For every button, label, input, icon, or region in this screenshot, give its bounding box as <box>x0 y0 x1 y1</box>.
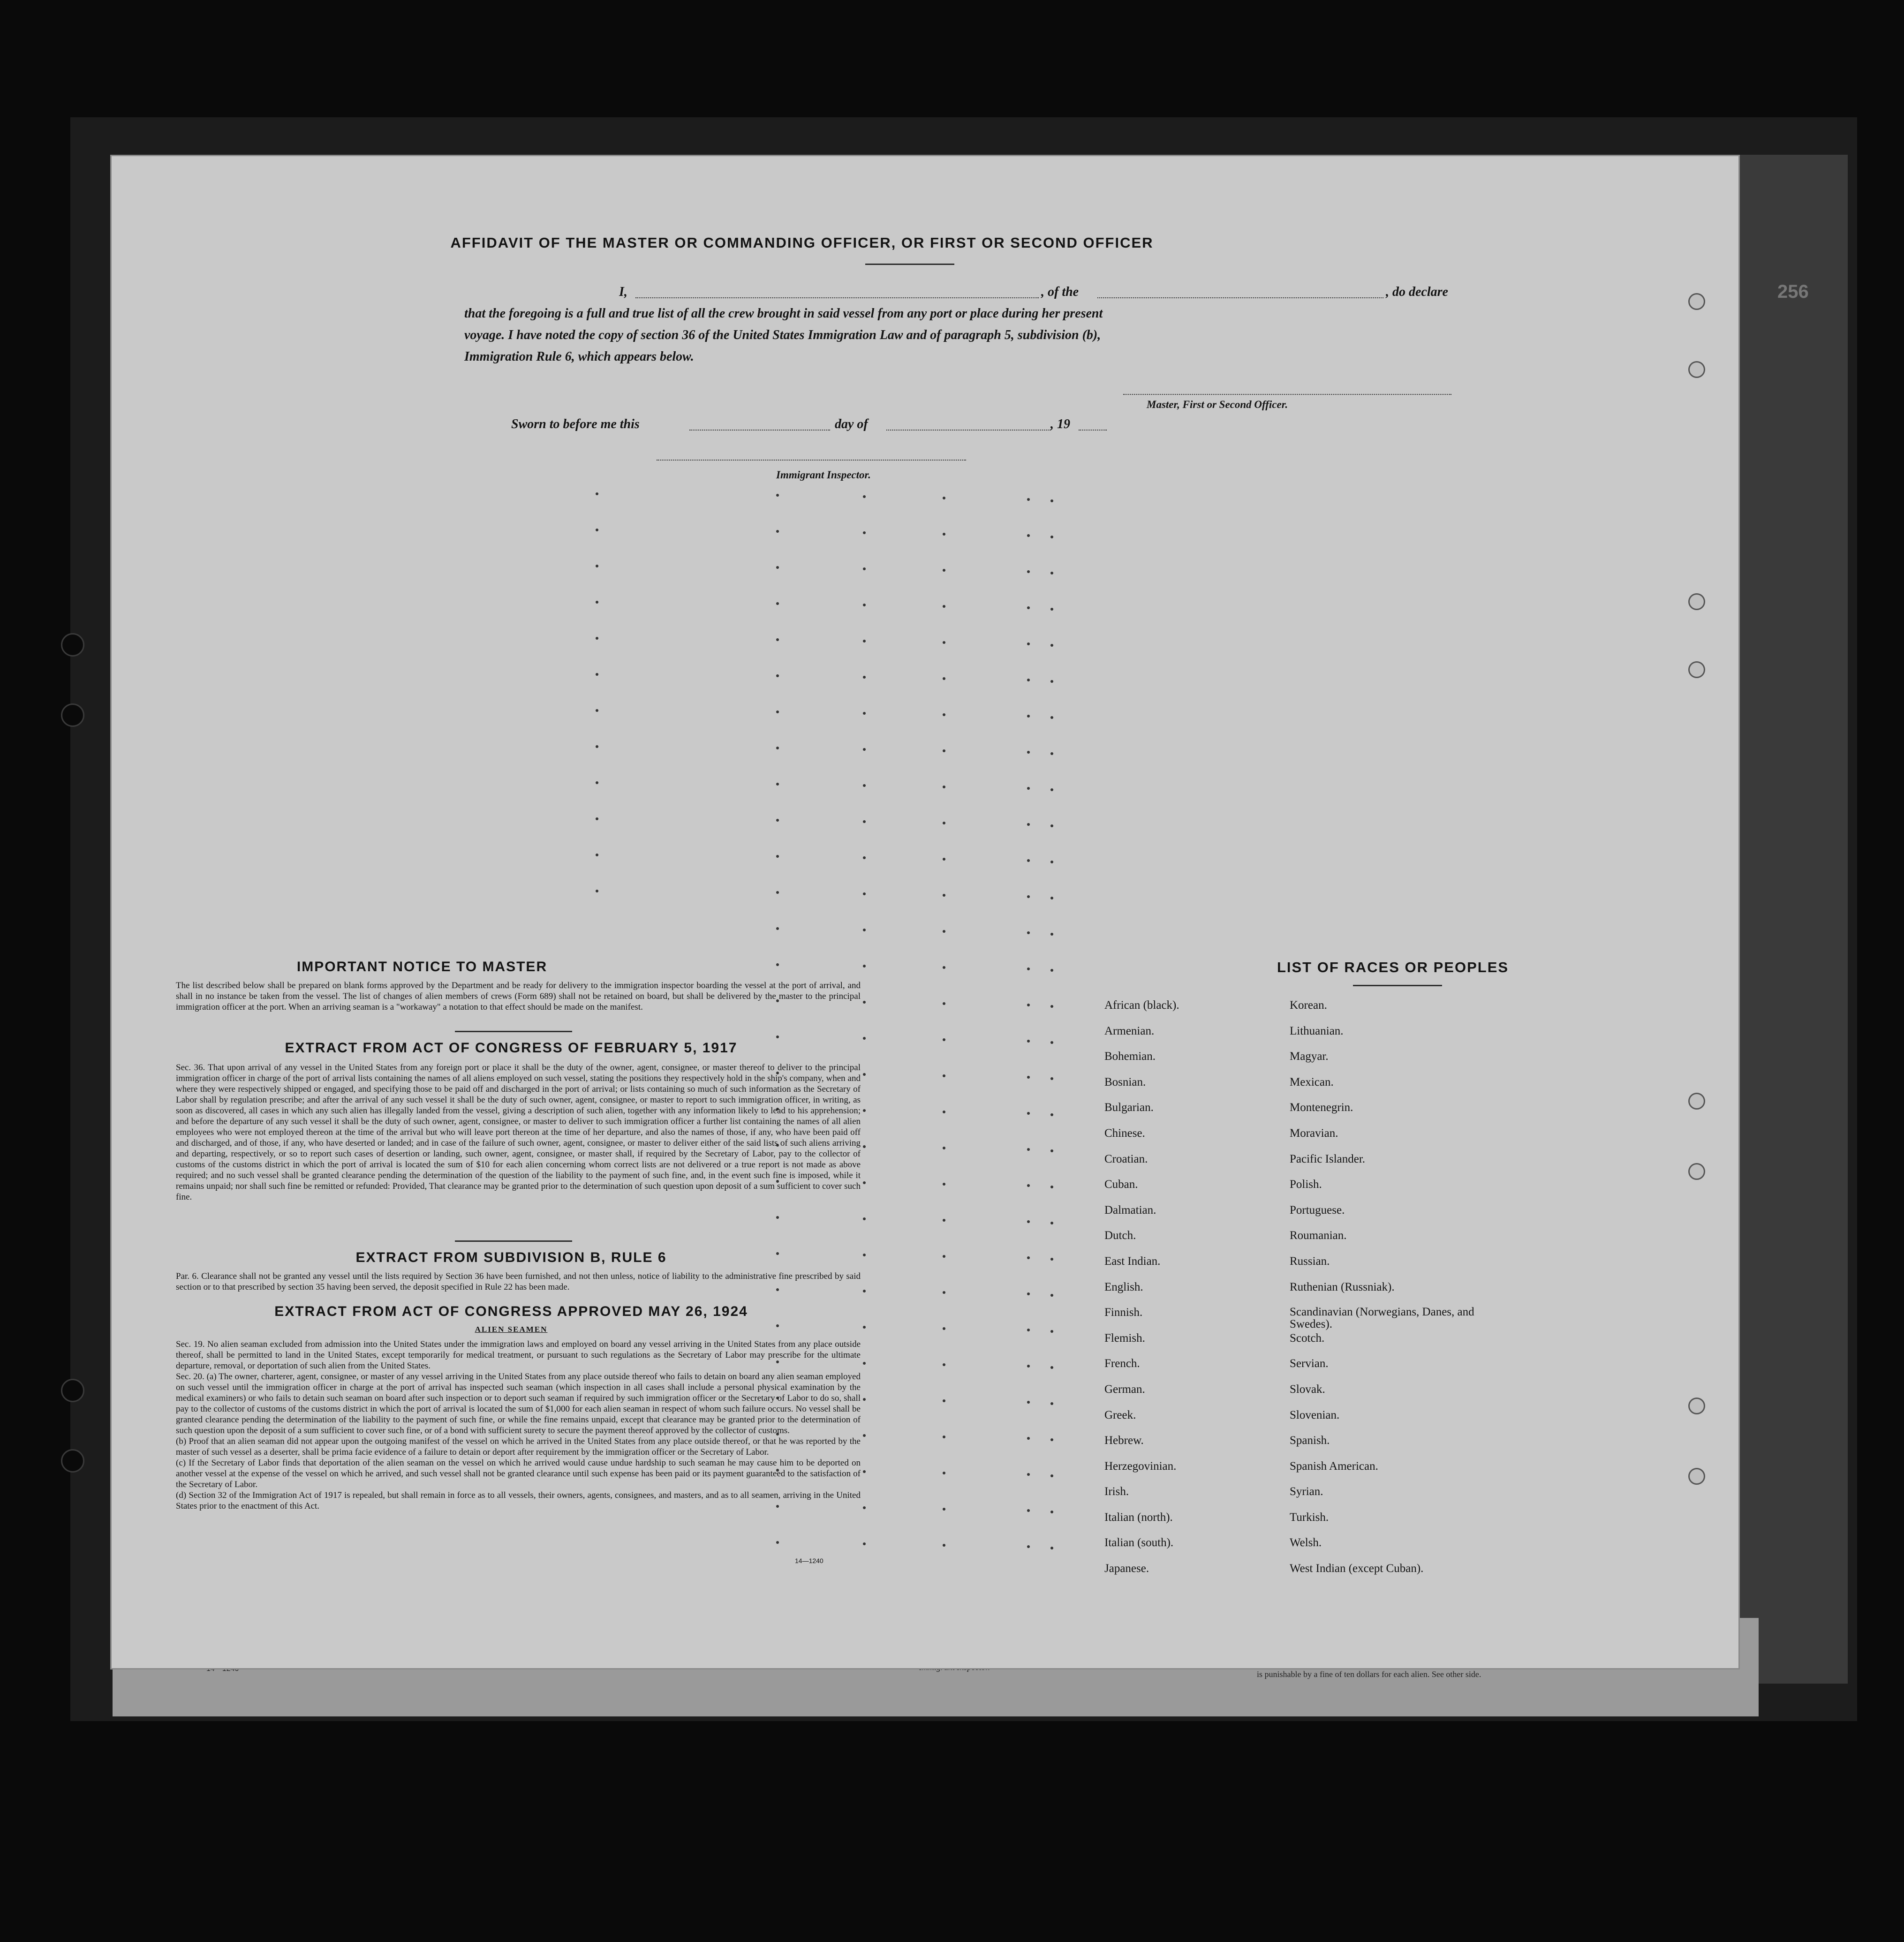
race-item: Hebrew. <box>1104 1434 1144 1447</box>
ghost-dot <box>776 710 779 713</box>
race-item: Bulgarian. <box>1104 1101 1154 1114</box>
ghost-dot <box>1050 1258 1053 1261</box>
ghost-dot <box>1027 1004 1030 1006</box>
ghost-dot <box>863 1181 866 1184</box>
underlying-fine-notice: is punishable by a fine of ten dollars for each alien. See other side. <box>1257 1670 1481 1679</box>
race-item: Polish. <box>1290 1178 1322 1191</box>
declaration-line: that the foregoing is a full and true list of all the crew brought in said vessel from any port or place during her present <box>464 306 1103 321</box>
punch-hole <box>1688 361 1705 378</box>
ghost-dot <box>1027 1076 1030 1079</box>
ghost-dot <box>943 1327 945 1330</box>
extract-1924-title: EXTRACT FROM ACT OF CONGRESS APPROVED MAY 26, 1924 <box>274 1304 748 1319</box>
race-item: Ruthenian (Russniak). <box>1290 1280 1395 1293</box>
ghost-dot <box>776 927 779 930</box>
ghost-dot <box>776 566 779 569</box>
sworn-year-field[interactable] <box>1079 417 1107 431</box>
ghost-dot <box>943 1074 945 1077</box>
ghost-dot <box>863 1326 866 1329</box>
declarant-label: I, <box>619 285 627 299</box>
ghost-dot <box>776 602 779 605</box>
race-item: Armenian. <box>1104 1024 1155 1037</box>
ghost-dot <box>1027 642 1030 645</box>
binder-hole <box>61 703 84 727</box>
year-label: , 19 <box>1050 417 1070 431</box>
extract-1924-paragraph: Sec. 20. (a) The owner, charterer, agent, consignee, or master of any vessel arriving in the United States from any place outside thereof who fails to detain on board any alien seaman employed on such vessel until the immigration officer in charge at the port of arrival has inspected such seaman (which inspection in all cases shall include a personal physical examination by the medical examiners) or who fails to detain such seaman on board after such inspection or to deport such seaman if required by such immigration officer or the Secretary of Labor to do so, shall pay to the collector of customs of the customs district in which the port of arrival is located the sum of $1,000 for each alien seaman in respect of whom such failure occurs. No vessel shall be granted clearance pending the determination of the liability to the payment of such fine, or while the fine remains unpaid, except that clearance may be granted prior to the determination of such question upon the deposit of a sum sufficient to cover such fine, or of a bond with sufficient surety to secure the payment thereof approved by the collector of customs. <box>176 1372 861 1436</box>
race-item: Korean. <box>1290 999 1327 1012</box>
ghost-dot <box>943 677 945 680</box>
ghost-dot <box>1027 715 1030 718</box>
ghost-dot <box>1050 1222 1053 1224</box>
ghost-dot <box>1027 534 1030 537</box>
ghost-dot <box>1050 897 1053 899</box>
ghost-dot <box>863 1254 866 1256</box>
punch-hole <box>1688 661 1705 678</box>
ghost-dot <box>943 1291 945 1294</box>
ghost-dot <box>943 1363 945 1366</box>
title-rule <box>865 264 954 265</box>
ghost-dot <box>1027 1292 1030 1295</box>
race-item: Irish. <box>1104 1485 1129 1498</box>
extract-1924-paragraph: (b) Proof that an alien seaman did not appear upon the outgoing manifest of the vessel on which he arrived in the United States from any place outside thereof, or that he was reported by the master of such vessel as a deserter, shall be prima facie evidence of a failure to detain or deport after requirement by the immigration officer or the Secretary of Labor. <box>176 1436 861 1457</box>
ghost-dot <box>1050 1547 1053 1549</box>
race-item: Dutch. <box>1104 1229 1136 1242</box>
ghost-dot <box>1027 1220 1030 1223</box>
race-item: Cuban. <box>1104 1178 1138 1191</box>
race-item: Turkish. <box>1290 1511 1329 1524</box>
ghost-dot <box>943 1508 945 1511</box>
ghost-dot <box>1050 572 1053 574</box>
notice-text: The list described below shall be prepared on blank forms approved by the Department and be ready for delivery to the immigration inspector boarding the vessel at the port of arrival, and shall in no instance be taken from the vessel. The list of changes of alien members of crews (Form 689) shall not be retained on board, but shall be delivered by the master to the principal immigration officer at the port. When an arriving seaman is a "workaway" a notation to that effect should be made on the manifest. <box>176 981 861 1012</box>
ghost-dot <box>1050 1366 1053 1369</box>
ghost-dot <box>1050 499 1053 502</box>
race-item: Italian (south). <box>1104 1536 1174 1549</box>
race-item: English. <box>1104 1280 1143 1293</box>
race-item: Magyar. <box>1290 1050 1329 1063</box>
race-item: Scotch. <box>1290 1331 1325 1345</box>
ghost-dot <box>1050 1005 1053 1008</box>
declarant-name-field[interactable] <box>635 285 1039 298</box>
ghost-dot <box>863 748 866 751</box>
ghost-dot <box>943 497 945 499</box>
race-item: Mexican. <box>1290 1075 1334 1088</box>
race-item: Slovenian. <box>1290 1408 1340 1421</box>
master-signature-label: Master, First or Second Officer. <box>1147 399 1288 410</box>
ghost-dot <box>863 965 866 967</box>
do-declare-label: , do declare <box>1386 285 1448 299</box>
ghost-dot <box>776 674 779 677</box>
ghost-dot <box>943 1436 945 1438</box>
affidavit-title: AFFIDAVIT OF THE MASTER OR COMMANDING OFFICER, OR FIRST OR SECOND OFFICER <box>450 234 1154 251</box>
ghost-dot <box>1027 1437 1030 1440</box>
ghost-dot <box>1050 1186 1053 1188</box>
ghost-dot <box>1027 1509 1030 1512</box>
inspector-label: Immigrant Inspector. <box>776 469 871 481</box>
ghost-dot <box>1027 1473 1030 1476</box>
ghost-dot <box>776 1216 779 1219</box>
ghost-dot <box>1050 861 1053 863</box>
race-item: Spanish American. <box>1290 1459 1378 1473</box>
sworn-line <box>511 414 1215 435</box>
race-item: Italian (north). <box>1104 1511 1173 1524</box>
ghost-dot <box>863 784 866 787</box>
ghost-dot <box>1027 1365 1030 1368</box>
ghost-dot <box>1050 716 1053 719</box>
ghost-dot <box>776 494 779 497</box>
race-item: Roumanian. <box>1290 1229 1347 1242</box>
race-item: Flemish. <box>1104 1331 1145 1345</box>
ghost-dot <box>943 1472 945 1474</box>
race-item: Japanese. <box>1104 1562 1149 1575</box>
ghost-dot <box>1027 570 1030 573</box>
race-item: Moravian. <box>1290 1126 1338 1140</box>
ghost-dot <box>943 1255 945 1258</box>
ghost-dot <box>776 1035 779 1038</box>
ghost-dot <box>1050 933 1053 936</box>
ghost-dot <box>863 676 866 679</box>
ghost-dot <box>943 1147 945 1149</box>
manifest-sheet <box>110 155 1740 1670</box>
adjacent-page-edge <box>1735 155 1848 1684</box>
race-item: Herzegovinian. <box>1104 1459 1177 1473</box>
races-rule <box>1353 985 1442 986</box>
ghost-dot <box>1050 680 1053 683</box>
extract-1924-text <box>176 1339 861 1511</box>
race-item: Syrian. <box>1290 1485 1323 1498</box>
ghost-dot <box>943 641 945 644</box>
ghost-dot <box>1050 608 1053 611</box>
ghost-dot <box>943 533 945 536</box>
ghost-dot <box>863 1362 866 1365</box>
vessel-name-field[interactable] <box>1097 285 1383 298</box>
section-rule <box>455 1031 572 1032</box>
ghost-dot <box>943 858 945 861</box>
notice-title: IMPORTANT NOTICE TO MASTER <box>296 959 548 975</box>
race-item: Portuguese. <box>1290 1203 1345 1217</box>
ghost-dot <box>943 749 945 752</box>
ghost-dot <box>1050 969 1053 972</box>
ghost-dot <box>776 855 779 858</box>
ghost-dot <box>1027 751 1030 754</box>
ghost-dot <box>863 1434 866 1437</box>
race-item: West Indian (except Cuban). <box>1290 1562 1424 1575</box>
alien-seamen-subtitle: ALIEN SEAMEN <box>475 1325 548 1334</box>
ghost-dot <box>1050 1077 1053 1080</box>
punch-hole <box>1688 1398 1705 1414</box>
ghost-dot <box>1027 1040 1030 1043</box>
ghost-dot <box>1027 1148 1030 1151</box>
ghost-dot <box>1050 1149 1053 1152</box>
ghost-dot <box>1027 823 1030 826</box>
ghost-dot <box>863 495 866 498</box>
ghost-dot <box>1050 752 1053 755</box>
race-item: Greek. <box>1104 1408 1136 1421</box>
race-item: German. <box>1104 1383 1145 1396</box>
ghost-dot <box>943 1399 945 1402</box>
ghost-dot <box>596 709 598 712</box>
subdivision-title: EXTRACT FROM SUBDIVISION B, RULE 6 <box>355 1250 667 1265</box>
ghost-dot <box>1027 679 1030 681</box>
extract-1924-paragraph: Sec. 19. No alien seaman excluded from admission into the United States under the immigration laws and employed on board any vessel arriving in the United States from any place outside thereof, shall be permitted to land in the United States, except temporarily for medical treatment, or pursuant to such regulations as the Secretary of Labor may prescribe for the ultimate departure, removal, or deportation of such alien from the United States. <box>176 1339 861 1371</box>
ghost-dot <box>943 1544 945 1547</box>
extract-1924-paragraph: (c) If the Secretary of Labor finds that deportation of the alien seaman on the vessel on which he arrived would cause undue hardship to such seaman he may cause him to be deported on another vessel at the expense of the vessel on which he arrived, and such vessel shall not be granted clearance until such expense has been paid or its payment guaranteed to the satisfaction of the Secretary of Labor. <box>176 1458 861 1489</box>
ghost-dot <box>1027 1545 1030 1548</box>
extract-1917-text: Sec. 36. That upon arrival of any vessel in the United States from any foreign port or place it shall be the duty of the owner, agent, consignee, or master thereof to deliver to the principal immigration officer in charge of the port of arrival lists containing the names of all aliens employed on such vessel, stating the positions they respectively hold in the ship's company, when and where they were respectively shipped or engaged, and specifying those to be paid off and discharged in the port of arrival; or lists containing so much of such information as the Secretary of Labor shall by regulation prescribe; and after the arrival of any such vessel it shall be the duty of such owner, agent, consignee, or master to report to such immigration officer, in writing, as soon as discovered, all cases in which any such alien has illegally landed from the vessel, giving a description of such alien, together with any information likely to lead to his apprehension; and before the departure of any such vessel it shall be the duty of such owner, agent, consignee, or master to deliver to such immigration officer a further list containing the names of all alien employees who were not employed thereon at the time of the arrival but who will leave port thereon at the time of her departure, and also the names of those, if any, who have been paid off and discharged, and of those, if any, who have deserted or landed; and in case of the failure of such owner, agent, consignee, or master to deliver either of the said lists of such aliens arriving and departing, respectively, or so to report such cases of desertion or landing, such owner, agent, consignee, or master shall, if required by the Secretary of Labor, pay to the collector of customs of the customs district in which the port of arrival is located the sum of $10 for each alien concerning whom correct lists are not delivered or a true report is not made as above required; and no such vessel shall be granted clearance pending the determination of the question of the liability to the payment of such fine, and, in the event such fine is imposed, while it remains unpaid; nor shall such fine be remitted or refunded: Provided, That clearance may be granted prior to the determination of such question upon deposit of a sum sufficient to cover such fine. <box>176 1063 861 1202</box>
race-item: Spanish. <box>1290 1434 1330 1447</box>
punch-hole <box>1688 293 1705 310</box>
ghost-dot <box>596 601 598 604</box>
stamp-number: 256 <box>1777 281 1809 302</box>
race-item: Finnish. <box>1104 1306 1143 1319</box>
ghost-dot <box>596 637 598 640</box>
ghost-dot <box>863 1506 866 1509</box>
ghost-dot <box>863 1217 866 1220</box>
ghost-dot <box>943 713 945 716</box>
ghost-dot <box>1050 1402 1053 1405</box>
ghost-dot <box>1027 1329 1030 1331</box>
ghost-dot <box>863 929 866 931</box>
race-item: East Indian. <box>1104 1254 1161 1268</box>
race-item: Montenegrin. <box>1290 1101 1353 1114</box>
ghost-dot <box>776 819 779 822</box>
race-item: Servian. <box>1290 1357 1329 1370</box>
ghost-dot <box>863 892 866 895</box>
ghost-dot <box>1027 606 1030 609</box>
binder-hole <box>61 1449 84 1473</box>
punch-hole <box>1688 1093 1705 1110</box>
races-title: LIST OF RACES OR PEOPLES <box>1277 959 1509 975</box>
ghost-dot <box>1027 859 1030 862</box>
binder-hole <box>61 1379 84 1402</box>
ghost-dot <box>596 529 598 531</box>
ghost-dot <box>1050 1294 1053 1297</box>
ghost-dot <box>943 786 945 788</box>
ghost-dot <box>943 1002 945 1005</box>
ghost-dot <box>776 530 779 533</box>
ghost-dot <box>596 817 598 820</box>
ghost-dot <box>1027 1401 1030 1404</box>
ghost-dot <box>776 891 779 894</box>
ghost-dot <box>1050 1438 1053 1441</box>
ghost-dot <box>863 1290 866 1292</box>
ghost-dot <box>943 966 945 969</box>
ghost-dot <box>776 638 779 641</box>
sworn-label: Sworn to before me this <box>511 417 640 431</box>
ghost-dot <box>943 1219 945 1222</box>
ghost-dot <box>1027 1256 1030 1259</box>
ghost-dot <box>863 856 866 859</box>
ghost-dot <box>863 567 866 570</box>
ghost-dot <box>943 1183 945 1186</box>
race-item: Bosnian. <box>1104 1075 1146 1088</box>
ghost-dot <box>1050 824 1053 827</box>
ghost-dot <box>776 963 779 966</box>
ghost-dot <box>863 604 866 606</box>
ghost-dot <box>943 1038 945 1041</box>
ghost-dot <box>1027 498 1030 501</box>
declaration-line: Immigration Rule 6, which appears below. <box>464 349 694 364</box>
ghost-dot <box>1050 1113 1053 1116</box>
punch-hole <box>1688 1163 1705 1180</box>
affidavit-declaration <box>464 281 1473 368</box>
ghost-dot <box>863 640 866 642</box>
race-item: Croatian. <box>1104 1152 1148 1165</box>
ghost-dot <box>863 1037 866 1040</box>
ghost-dot <box>1050 1330 1053 1333</box>
ghost-dot <box>596 854 598 856</box>
extract-1917-title: EXTRACT FROM ACT OF CONGRESS OF FEBRUARY 5, 1917 <box>285 1040 738 1056</box>
ghost-dot <box>863 1001 866 1004</box>
race-item: Chinese. <box>1104 1126 1145 1140</box>
subdivision-text: Par. 6. Clearance shall not be granted any vessel until the lists required by Section 36 have been furnished, and not then unless, notice of liability to the administrative fine prescribed by said section or to that prescribed by section 35 having been served, the deposit specified in Rule 22 has been made. <box>176 1271 861 1292</box>
sworn-month-field[interactable] <box>886 417 1050 431</box>
ghost-dot <box>596 890 598 892</box>
ghost-dot <box>776 747 779 749</box>
ghost-dot <box>596 492 598 495</box>
ghost-dot <box>1027 967 1030 970</box>
ghost-dot <box>1027 1112 1030 1115</box>
binder-hole <box>61 633 84 657</box>
race-item: French. <box>1104 1357 1140 1370</box>
punch-hole <box>1688 593 1705 610</box>
ghost-dot <box>1027 1184 1030 1187</box>
day-of-label: day of <box>835 417 868 431</box>
ghost-dot <box>1027 787 1030 790</box>
ghost-dot <box>863 1398 866 1401</box>
ghost-dot <box>1027 895 1030 898</box>
race-item: Scandinavian (Norwegians, Danes, and Swedes). <box>1290 1306 1474 1331</box>
ghost-dot <box>863 531 866 534</box>
race-item: Lithuanian. <box>1290 1024 1344 1037</box>
ghost-dot <box>943 605 945 608</box>
race-item: Bohemian. <box>1104 1050 1156 1063</box>
ghost-dot <box>1050 1474 1053 1477</box>
ghost-dot <box>863 1073 866 1076</box>
ghost-dot <box>776 783 779 786</box>
race-item: Pacific Islander. <box>1290 1152 1366 1165</box>
ghost-dot <box>943 1111 945 1113</box>
ghost-dot <box>1050 788 1053 791</box>
ghost-dot <box>1050 536 1053 538</box>
ghost-dot <box>863 712 866 715</box>
declaration-line: voyage. I have noted the copy of section 36 of the United States Immigration Law and of paragraph 5, subdivision (b), <box>464 328 1101 342</box>
ghost-dot <box>943 569 945 572</box>
of-the-label: , of the <box>1041 285 1079 299</box>
ghost-dot <box>863 820 866 823</box>
ghost-dot <box>943 930 945 933</box>
race-item: Dalmatian. <box>1104 1203 1156 1217</box>
ghost-dot <box>596 781 598 784</box>
inspector-signature-field[interactable] <box>657 460 966 461</box>
sworn-day-field[interactable] <box>689 417 830 431</box>
ghost-dot <box>596 673 598 676</box>
race-item: Slovak. <box>1290 1383 1325 1396</box>
punch-hole <box>1688 1468 1705 1485</box>
ghost-dot <box>1027 931 1030 934</box>
ghost-dot <box>943 894 945 897</box>
races-column-left <box>1104 999 1283 1588</box>
extract-1924-paragraph: (d) Section 32 of the Immigration Act of 1917 is repealed, but shall remain in force as to all vessels, their owners, agents, consignees, and masters, and as to all seamen, arriving in the United States prior to the enactment of this Act. <box>176 1490 861 1511</box>
race-item: Russian. <box>1290 1254 1330 1268</box>
ghost-dot <box>1050 1041 1053 1044</box>
ghost-dot <box>1050 644 1053 647</box>
ghost-dot <box>596 565 598 567</box>
ghost-dot <box>863 1145 866 1148</box>
form-code: 14—1240 <box>795 1557 824 1564</box>
section-rule <box>455 1240 572 1242</box>
races-column-right <box>1290 999 1487 1588</box>
ghost-dot <box>863 1542 866 1545</box>
ghost-dot <box>863 1470 866 1473</box>
race-item: Welsh. <box>1290 1536 1322 1549</box>
ghost-dot <box>776 1541 779 1544</box>
ghost-dot <box>943 822 945 824</box>
ghost-dot <box>863 1109 866 1112</box>
race-item: African (black). <box>1104 999 1179 1012</box>
ghost-dot <box>596 745 598 748</box>
master-signature-field[interactable] <box>1123 394 1451 395</box>
ghost-dot <box>1050 1511 1053 1513</box>
